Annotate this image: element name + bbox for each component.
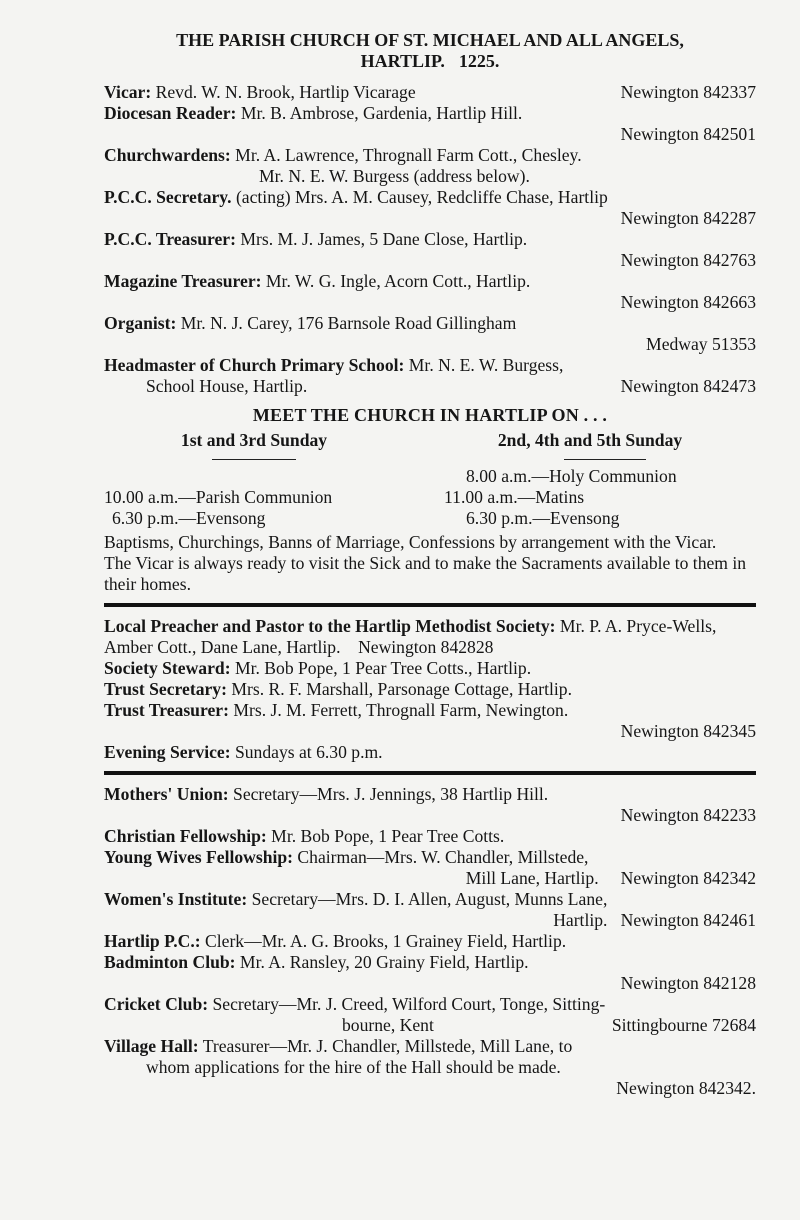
magazine-treasurer-text: Mr. W. G. Ingle, Acorn Cott., Hartlip. bbox=[265, 271, 531, 291]
parish-council-entry bbox=[104, 931, 756, 952]
wardens-text: Mr. A. Lawrence, Thrognall Farm Cott., Chesley. bbox=[235, 145, 582, 165]
trust-treasurer-phone: Newington 842345 bbox=[620, 721, 756, 741]
cricket-club-line-2 bbox=[104, 1015, 756, 1036]
village-hall-text: Treasurer—Mr. J. Chandler, Millstede, Mill Lane, to bbox=[202, 1036, 573, 1056]
organist-entry bbox=[104, 313, 756, 355]
service-2-3: 6.30 p.m.—Evensong bbox=[466, 508, 620, 528]
wardens-role: Churchwardens: bbox=[104, 145, 231, 165]
badminton-club-entry bbox=[104, 952, 756, 994]
section-divider-1 bbox=[104, 603, 756, 607]
vicar-role: Vicar: bbox=[104, 82, 152, 102]
preacher-phone: Newington 842828 bbox=[358, 637, 494, 657]
service-1-1: 10.00 a.m.—Parish Communion bbox=[104, 487, 333, 507]
village-hall-text-2: whom applications for the hire of the Hall should be made. bbox=[146, 1057, 561, 1077]
section-divider-2 bbox=[104, 771, 756, 775]
reader-text: Mr. B. Ambrose, Gardenia, Hartlip Hill. bbox=[240, 103, 523, 123]
pcc-treasurer-phone: Newington 842763 bbox=[620, 250, 756, 270]
womens-institute-text: Secretary—Mrs. D. I. Allen, August, Munns Lane, bbox=[251, 889, 608, 909]
note-vicar-visits: The Vicar is always ready to visit the Sick and to make the Sacraments available to them in their homes. bbox=[104, 553, 747, 594]
badminton-club-text: Mr. A. Ransley, 20 Grainy Field, Hartlip. bbox=[239, 952, 529, 972]
cricket-club-entry bbox=[104, 994, 756, 1036]
reader-phone: Newington 842501 bbox=[620, 124, 756, 144]
steward-role: Society Steward: bbox=[104, 658, 231, 678]
womens-institute-text-2: Hartlip. bbox=[553, 910, 608, 930]
badminton-club-phone: Newington 842128 bbox=[620, 973, 756, 993]
trust-secretary-entry bbox=[104, 679, 756, 700]
title-line-2 bbox=[104, 51, 756, 72]
magazine-treasurer-role: Magazine Treasurer: bbox=[104, 271, 262, 291]
headmaster-role: Headmaster of Church Primary School: bbox=[104, 355, 405, 375]
wardens-text-2: Mr. N. E. W. Burgess (address below). bbox=[259, 166, 530, 186]
service-1-2: 6.30 p.m.—Evensong bbox=[112, 508, 266, 528]
evening-service-text: Sundays at 6.30 p.m. bbox=[234, 742, 383, 762]
christian-fellowship-entry bbox=[104, 826, 756, 847]
sunday-col-1: 1st and 3rd Sunday bbox=[180, 430, 328, 450]
magazine-treasurer-phone: Newington 842663 bbox=[620, 292, 756, 312]
wardens-entry bbox=[104, 145, 756, 187]
rule-col-2 bbox=[564, 459, 646, 460]
village-hall-entry bbox=[104, 1036, 756, 1099]
christian-fellowship-role: Christian Fellowship: bbox=[104, 826, 267, 846]
trust-secretary-role: Trust Secretary: bbox=[104, 679, 227, 699]
reader-role: Diocesan Reader: bbox=[104, 103, 237, 123]
young-wives-text: Chairman—Mrs. W. Chandler, Millstede, bbox=[297, 847, 589, 867]
womens-institute-line-2 bbox=[104, 910, 756, 931]
trust-secretary-text: Mrs. R. F. Marshall, Parsonage Cottage, Hartlip. bbox=[231, 679, 573, 699]
mothers-union-text: Secretary—Mrs. J. Jennings, 38 Hartlip Hill. bbox=[233, 784, 549, 804]
vicar-phone: Newington 842337 bbox=[620, 82, 756, 102]
village-hall-role: Village Hall: bbox=[104, 1036, 199, 1056]
young-wives-phone: Newington 842342 bbox=[620, 868, 756, 888]
evening-service-entry bbox=[104, 742, 756, 763]
parish-page bbox=[104, 30, 756, 1099]
organist-phone: Medway 51353 bbox=[646, 334, 756, 354]
pcc-treasurer-entry bbox=[104, 229, 756, 271]
services-col-1 bbox=[104, 466, 444, 529]
meet-heading: MEET THE CHURCH IN HARTLIP ON . . . bbox=[252, 405, 608, 425]
pcc-treasurer-text: Mrs. M. J. James, 5 Dane Close, Hartlip. bbox=[240, 229, 528, 249]
sunday-rules bbox=[104, 451, 756, 460]
organist-role: Organist: bbox=[104, 313, 177, 333]
magazine-treasurer-entry bbox=[104, 271, 756, 313]
service-2-1: 8.00 a.m.—Holy Communion bbox=[466, 466, 677, 486]
services-col-2 bbox=[444, 466, 756, 529]
headmaster-phone: Newington 842473 bbox=[620, 376, 756, 396]
cricket-club-role: Cricket Club: bbox=[104, 994, 209, 1014]
headmaster-text: Mr. N. E. W. Burgess, bbox=[408, 355, 564, 375]
sunday-col-2: 2nd, 4th and 5th Sunday bbox=[497, 430, 683, 450]
headmaster-line-2 bbox=[104, 376, 756, 397]
village-hall-phone: Newington 842342. bbox=[616, 1078, 756, 1098]
parish-council-role: Hartlip P.C.: bbox=[104, 931, 201, 951]
vicar-entry bbox=[104, 82, 756, 103]
pcc-secretary-role: P.C.C. Secretary. bbox=[104, 187, 232, 207]
trust-treasurer-role: Trust Treasurer: bbox=[104, 700, 229, 720]
evening-service-role: Evening Service: bbox=[104, 742, 231, 762]
womens-institute-phone: Newington 842461 bbox=[620, 910, 756, 930]
reader-entry bbox=[104, 103, 756, 145]
title-line-1: THE PARISH CHURCH OF ST. MICHAEL AND ALL ANGELS, bbox=[176, 30, 684, 50]
steward-text: Mr. Bob Pope, 1 Pear Tree Cotts., Hartlip. bbox=[234, 658, 532, 678]
young-wives-entry bbox=[104, 847, 756, 889]
pcc-secretary-entry bbox=[104, 187, 756, 229]
organist-text: Mr. N. J. Carey, 176 Barnsole Road Gillingham bbox=[180, 313, 517, 333]
pcc-treasurer-role: P.C.C. Treasurer: bbox=[104, 229, 236, 249]
title-place: HARTLIP. bbox=[360, 51, 445, 71]
parish-council-text: Clerk—Mr. A. G. Brooks, 1 Grainey Field, Hartlip. bbox=[205, 931, 567, 951]
mothers-union-role: Mothers' Union: bbox=[104, 784, 229, 804]
sunday-headings bbox=[104, 430, 756, 451]
service-2-2: 11.00 a.m.—Matins bbox=[444, 487, 585, 507]
pcc-secretary-phone: Newington 842287 bbox=[620, 208, 756, 228]
mothers-union-entry bbox=[104, 784, 756, 826]
headmaster-text-2: School House, Hartlip. bbox=[146, 376, 308, 396]
womens-institute-entry bbox=[104, 889, 756, 931]
pcc-secretary-text: (acting) Mrs. A. M. Causey, Redcliffe Chase, Hartlip bbox=[235, 187, 608, 207]
headmaster-entry bbox=[104, 355, 756, 397]
preacher-text: Mr. P. A. Pryce-Wells, Amber Cott., Dane Lane, Hartlip. bbox=[104, 616, 717, 657]
cricket-club-text: Secretary—Mr. J. Creed, Wilford Court, Tonge, Sitting- bbox=[212, 994, 606, 1014]
preacher-entry bbox=[104, 616, 756, 658]
page-title bbox=[104, 30, 756, 72]
badminton-club-role: Badminton Club: bbox=[104, 952, 236, 972]
note-baptisms: Baptisms, Churchings, Banns of Marriage, Confessions by arrangement with the Vicar. bbox=[104, 532, 717, 552]
young-wives-text-2: Mill Lane, Hartlip. bbox=[465, 868, 599, 888]
young-wives-line-2 bbox=[104, 868, 756, 889]
womens-institute-role: Women's Institute: bbox=[104, 889, 248, 909]
title-year: 1225. bbox=[458, 51, 500, 71]
christian-fellowship-text: Mr. Bob Pope, 1 Pear Tree Cotts. bbox=[271, 826, 505, 846]
trust-treasurer-entry bbox=[104, 700, 756, 742]
cricket-club-phone: Sittingbourne 72684 bbox=[611, 1015, 756, 1035]
rule-col-1 bbox=[212, 459, 296, 460]
young-wives-role: Young Wives Fellowship: bbox=[104, 847, 294, 867]
vicar-text: Revd. W. N. Brook, Hartlip Vicarage bbox=[155, 82, 416, 102]
steward-entry bbox=[104, 658, 756, 679]
preacher-role: Local Preacher and Pastor to the Hartlip Methodist Society: bbox=[104, 616, 556, 636]
service-times bbox=[104, 466, 756, 529]
mothers-union-phone: Newington 842233 bbox=[620, 805, 756, 825]
cricket-club-text-2: bourne, Kent bbox=[342, 1015, 434, 1035]
trust-treasurer-text: Mrs. J. M. Ferrett, Thrognall Farm, Newington. bbox=[233, 700, 569, 720]
